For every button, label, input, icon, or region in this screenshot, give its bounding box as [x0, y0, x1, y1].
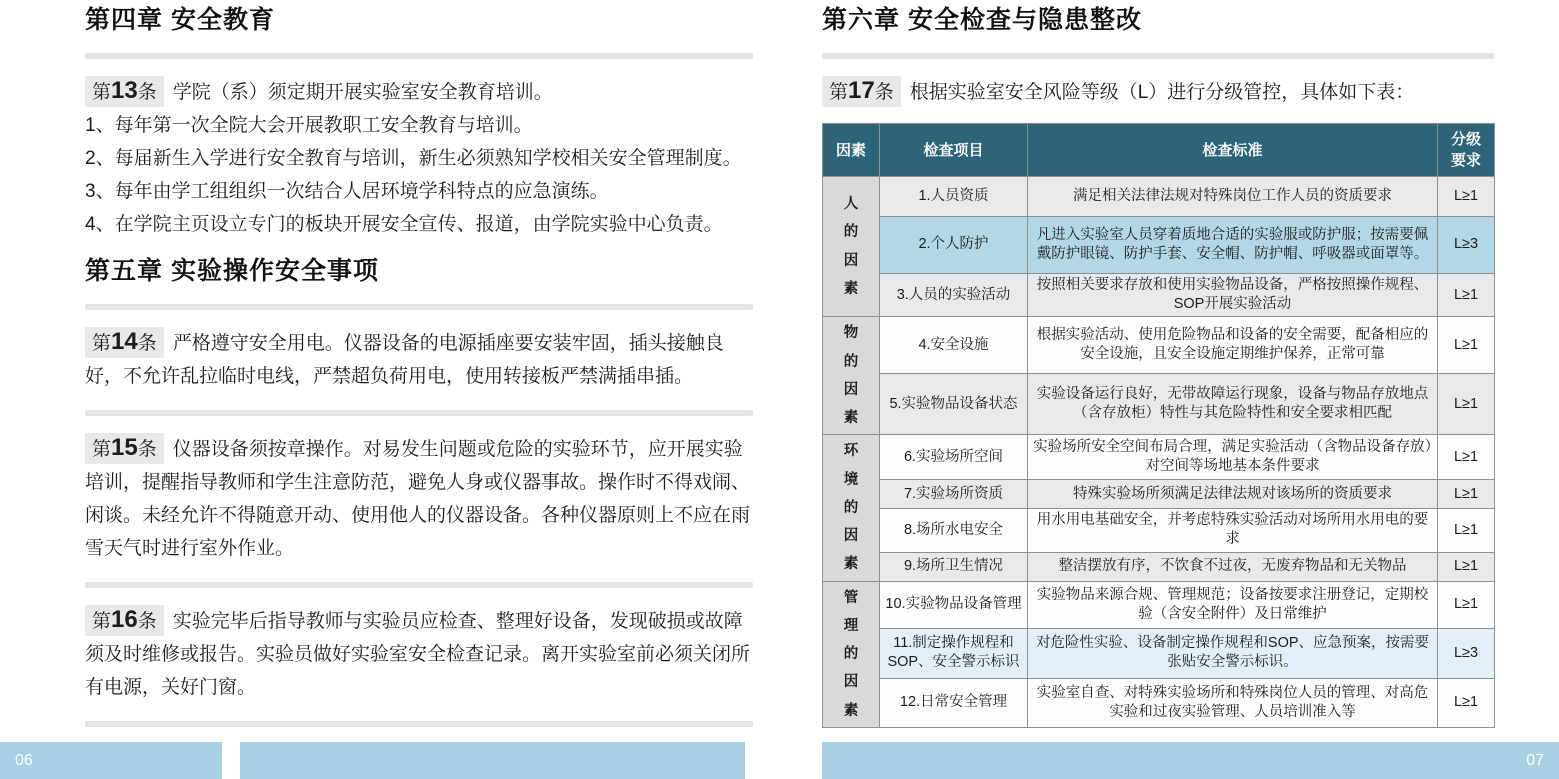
level-cell: L≥1 — [1438, 509, 1495, 552]
article-13-item: 4、在学院主页设立专门的板块开展安全宣传、报道，由学院实验中心负责。 — [85, 214, 723, 235]
page-number-left: 06 — [15, 751, 33, 769]
item-cell: 10.实验物品设备管理 — [880, 581, 1028, 628]
standard-cell: 实验设备运行良好，无带故障运行现象，设备与物品存放地点（含存放柜）特性与其危险特性和安全要求相匹配 — [1028, 374, 1438, 435]
header-level-text: 分级要求 — [1450, 131, 1481, 169]
badge-suffix: 条 — [874, 82, 894, 103]
header-standard: 检查标准 — [1028, 124, 1438, 177]
level-cell: L≥1 — [1438, 177, 1495, 217]
article-13-text: 学院（系）须定期开展实验室安全教育培训。 — [172, 82, 553, 103]
divider — [85, 582, 753, 588]
table-row — [823, 217, 1495, 274]
level-cell: L≥3 — [1438, 217, 1495, 274]
standard-cell: 根据实验活动、使用危险物品和设备的安全需要，配备相应的安全设施，且安全设施定期维护保养，正常可靠 — [1028, 317, 1438, 374]
article-13-lead — [85, 76, 753, 109]
standard-cell: 按照相关要求存放和使用实验物品设备，严格按照操作规程、SOP开展实验活动 — [1028, 274, 1438, 317]
item-cell: 8.场所水电安全 — [880, 509, 1028, 552]
item-cell: 9.场所卫生情况 — [880, 552, 1028, 581]
table-row — [823, 274, 1495, 317]
item-cell: 4.安全设施 — [880, 317, 1028, 374]
standard-cell: 实验物品来源合规、管理规范；设备按要求注册登记，定期校验（含安全附件）及日常维护 — [1028, 581, 1438, 628]
header-item: 检查项目 — [880, 124, 1028, 177]
table-row — [823, 552, 1495, 581]
table-row — [823, 480, 1495, 509]
item-cell: 7.实验场所资质 — [880, 480, 1028, 509]
article-15-badge — [85, 433, 164, 464]
factor-cell-management: 管理的因素 — [823, 581, 880, 727]
table-row — [823, 177, 1495, 217]
divider — [85, 53, 753, 59]
article-13-badge — [85, 76, 164, 107]
article-16-badge — [85, 605, 164, 636]
standard-cell: 特殊实验场所须满足法律法规对该场所的资质要求 — [1028, 480, 1438, 509]
article-17-badge — [822, 76, 901, 107]
article-13-item: 2、每届新生入学进行安全教育与培训，新生必须熟知学校相关安全管理制度。 — [85, 148, 742, 169]
item-cell: 6.实验场所空间 — [880, 435, 1028, 480]
table-row — [823, 509, 1495, 552]
header-level — [1438, 124, 1495, 177]
standard-cell: 实验场所安全空间布局合理，满足实验活动（含物品设备存放）对空间等场地基本条件要求 — [1028, 435, 1438, 480]
divider — [85, 410, 753, 416]
page-right — [822, 0, 1494, 728]
item-cell: 3.人员的实验活动 — [880, 274, 1028, 317]
standard-cell: 实验室自查、对特殊实验场所和特殊岗位人员的管理、对高危实验和过夜实验管理、人员培训准入等 — [1028, 678, 1438, 727]
level-cell: L≥1 — [1438, 374, 1495, 435]
level-cell: L≥1 — [1438, 435, 1495, 480]
article-13 — [85, 76, 753, 241]
chapter-4-title: 第四章 安全教育 — [85, 6, 275, 34]
level-cell: L≥1 — [1438, 552, 1495, 581]
article-16-lead — [85, 605, 753, 704]
standard-cell: 凡进入实验室人员穿着质地合适的实验服或防护服；按需要佩戴防护眼镜、防护手套、安全帽、防护帽、呼吸器或面罩等。 — [1028, 217, 1438, 274]
risk-level-table — [822, 123, 1495, 728]
footer-bar-right — [822, 742, 1559, 779]
page-left — [85, 0, 753, 744]
article-16 — [85, 605, 753, 704]
divider — [85, 304, 753, 310]
item-cell: 12.日常安全管理 — [880, 678, 1028, 727]
badge-prefix: 第 — [829, 82, 849, 103]
article-16-text: 实验完毕后指导教师与实验员应检查、整理好设备，发现破损或故障须及时维修或报告。实验员做好实验室安全检查记录。离开实验室前必须关闭所有电源，关好门窗。 — [85, 611, 751, 698]
article-13-item: 1、每年第一次全院大会开展教职工安全教育与培训。 — [85, 115, 533, 136]
badge-suffix: 条 — [137, 333, 157, 354]
footer-bar-left — [0, 742, 222, 779]
table-row — [823, 678, 1495, 727]
standard-cell: 满足相关法律法规对特殊岗位工作人员的资质要求 — [1028, 177, 1438, 217]
article-14-lead — [85, 327, 753, 393]
footer-bar-middle — [240, 742, 745, 779]
table-row — [823, 628, 1495, 678]
item-cell: 5.实验物品设备状态 — [880, 374, 1028, 435]
badge-suffix: 条 — [137, 82, 157, 103]
article-15-lead — [85, 433, 753, 565]
badge-suffix: 条 — [137, 439, 157, 460]
article-15-text: 仪器设备须按章操作。对易发生问题或危险的实验环节，应开展实验培训，提醒指导教师和学生注意防范，避免人身或仪器事故。操作时不得戏闹、闲谈。未经允许不得随意开动、使用他人的仪器设备。各种仪器原则上不应在雨雪天气时进行室外作业。 — [85, 439, 751, 559]
chapter-5-title: 第五章 实验操作安全事项 — [85, 257, 379, 285]
level-cell: L≥1 — [1438, 274, 1495, 317]
divider — [822, 53, 1494, 59]
level-cell: L≥1 — [1438, 317, 1495, 374]
article-13-item: 3、每年由学工组组织一次结合人居环境学科特点的应急演练。 — [85, 181, 609, 202]
factor-cell-things: 物的因素 — [823, 317, 880, 435]
standard-cell: 用水用电基础安全，并考虑特殊实验活动对场所用水用电的要求 — [1028, 509, 1438, 552]
badge-number: 14 — [111, 328, 138, 355]
standard-cell: 整洁摆放有序，不饮食不过夜，无废弃物品和无关物品 — [1028, 552, 1438, 581]
badge-prefix: 第 — [92, 82, 112, 103]
article-17-text: 根据实验室安全风险等级（L）进行分级管控，具体如下表： — [909, 82, 1415, 103]
page-number-right: 07 — [1526, 751, 1544, 769]
table-row — [823, 374, 1495, 435]
level-cell: L≥1 — [1438, 678, 1495, 727]
table-header-row — [823, 124, 1495, 177]
badge-number: 15 — [111, 434, 138, 461]
badge-prefix: 第 — [92, 611, 112, 632]
badge-number: 13 — [111, 77, 138, 104]
item-cell: 11.制定操作规程和SOP、安全警示标识 — [880, 628, 1028, 678]
badge-suffix: 条 — [137, 611, 157, 632]
article-17-lead — [822, 76, 1494, 109]
level-cell: L≥1 — [1438, 480, 1495, 509]
divider — [85, 721, 753, 727]
header-factor: 因素 — [823, 124, 880, 177]
item-cell: 2.个人防护 — [880, 217, 1028, 274]
article-17 — [822, 76, 1494, 109]
article-14-badge — [85, 327, 164, 358]
badge-prefix: 第 — [92, 439, 112, 460]
factor-cell-people: 人的因素 — [823, 177, 880, 317]
table-row — [823, 581, 1495, 628]
item-cell: 1.人员资质 — [880, 177, 1028, 217]
badge-number: 16 — [111, 606, 138, 633]
table-row — [823, 317, 1495, 374]
level-cell: L≥1 — [1438, 581, 1495, 628]
factor-cell-environment: 环境的因素 — [823, 435, 880, 581]
level-cell: L≥3 — [1438, 628, 1495, 678]
badge-prefix: 第 — [92, 333, 112, 354]
chapter-6-title: 第六章 安全检查与隐患整改 — [822, 6, 1142, 34]
article-15 — [85, 433, 753, 565]
article-14 — [85, 327, 753, 393]
standard-cell: 对危险性实验、设备制定操作规程和SOP、应急预案，按需要张贴安全警示标识。 — [1028, 628, 1438, 678]
article-14-text: 严格遵守安全用电。仪器设备的电源插座要安装牢固，插头接触良好，不允许乱拉临时电线，严禁超负荷用电，使用转接板严禁满插串插。 — [85, 333, 724, 387]
badge-number: 17 — [848, 77, 875, 104]
table-row — [823, 435, 1495, 480]
